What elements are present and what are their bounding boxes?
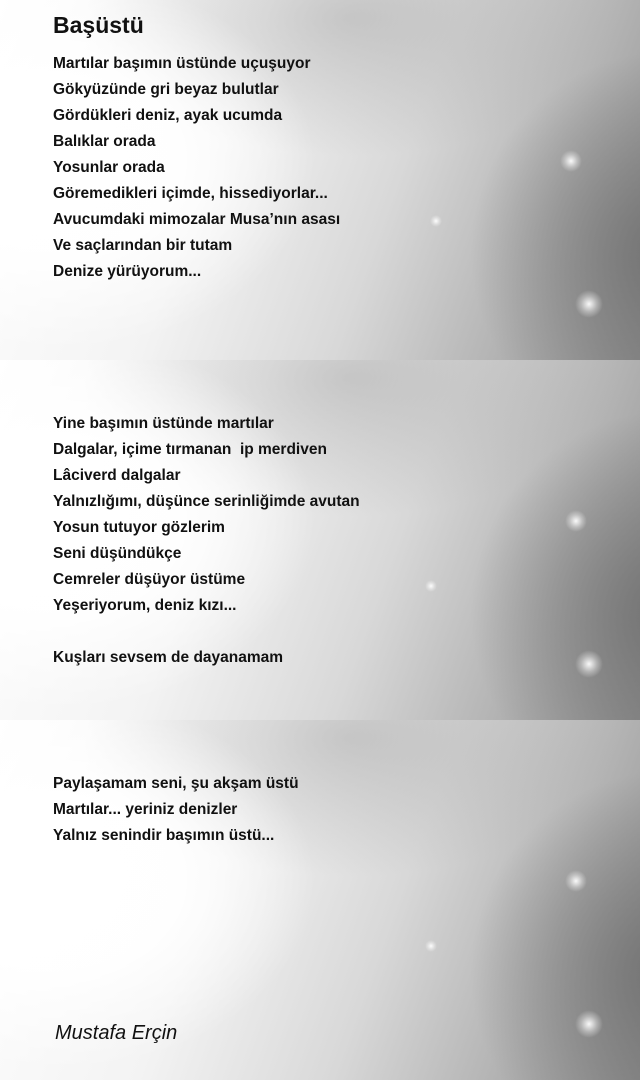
poem-line: Martılar başımın üstünde uçuşuyor	[53, 55, 311, 72]
poem-line: Paylaşamam seni, şu akşam üstü	[53, 775, 299, 792]
poem-line: Denize yürüyorum...	[53, 263, 202, 280]
poem-line: Gördükleri deniz, ayak ucumda	[53, 107, 283, 124]
poem-line: Seni düşündükçe	[53, 545, 182, 562]
poem-author: Mustafa Erçin	[55, 1022, 178, 1044]
sparkle-decoration	[430, 215, 442, 227]
sparkle-decoration	[565, 510, 587, 532]
poem-line: Yalnızlığımı, düşünce serinliğimde avutan	[53, 493, 360, 510]
poem-line: Ve saçlarından bir tutam	[53, 237, 233, 254]
poem-line: Avucumdaki mimozalar Musa’nın asası	[53, 211, 341, 228]
sparkle-decoration	[425, 940, 437, 952]
poem-line: Yosun tutuyor gözlerim	[53, 519, 225, 536]
poem-line: Yosunlar orada	[53, 159, 165, 176]
poem-panel-1	[0, 0, 640, 360]
sparkle-decoration	[575, 650, 603, 678]
sparkle-decoration	[575, 290, 603, 318]
stanza-1	[53, 51, 340, 285]
sparkle-decoration	[560, 150, 582, 172]
poem-line: Dalgalar, içime tırmanan ip merdiven	[53, 441, 327, 458]
poem-line: Gökyüzünde gri beyaz bulutlar	[53, 81, 279, 98]
poem-panel-2	[0, 360, 640, 720]
stanza-break	[53, 619, 360, 645]
poem-line: Göremedikleri içimde, hissediyorlar...	[53, 185, 328, 202]
poem-panel-3	[0, 720, 640, 1080]
poem-line: Balıklar orada	[53, 133, 156, 150]
stanza-3	[53, 771, 299, 849]
poem-line: Kuşları sevsem de dayanamam	[53, 649, 284, 666]
poem-line: Martılar... yeriniz denizler	[53, 801, 238, 818]
poem-title: Başüstü	[53, 12, 144, 38]
poem-line: Lâciverd dalgalar	[53, 467, 181, 484]
poem-line: Yine başımın üstünde martılar	[53, 415, 274, 432]
sparkle-decoration	[575, 1010, 603, 1038]
stanza-2	[53, 411, 360, 671]
poem-line: Yeşeriyorum, deniz kızı...	[53, 597, 237, 614]
poem-line: Yalnız senindir başımın üstü...	[53, 827, 275, 844]
poem-line: Cemreler düşüyor üstüme	[53, 571, 246, 588]
sparkle-decoration	[565, 870, 587, 892]
sparkle-decoration	[425, 580, 437, 592]
